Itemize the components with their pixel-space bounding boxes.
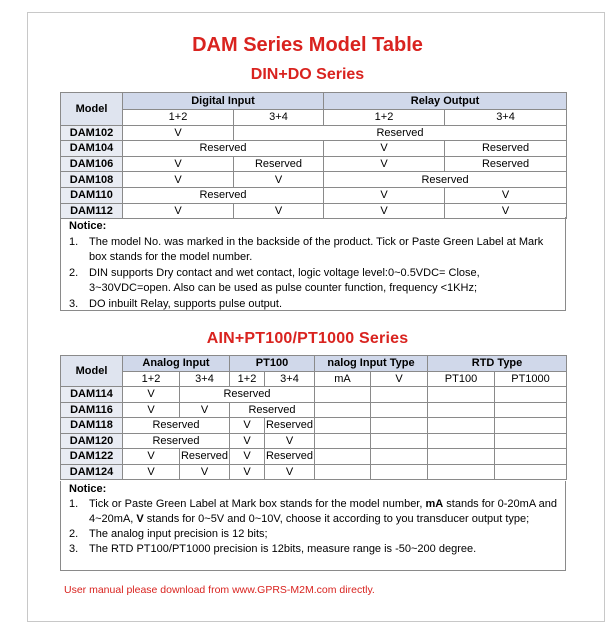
header-col: 1+2 xyxy=(324,110,445,126)
table-row xyxy=(61,141,567,157)
table-row xyxy=(61,418,567,434)
notice-number: 3. xyxy=(69,297,79,310)
empty-cell xyxy=(371,464,428,480)
value-cell: V xyxy=(123,203,234,219)
value-cell: V xyxy=(230,449,265,465)
value-cell: V xyxy=(123,402,180,418)
header-model: Model xyxy=(61,93,123,126)
empty-cell xyxy=(428,387,495,403)
model-cell: DAM110 xyxy=(61,187,123,203)
value-cell: Reserved xyxy=(265,419,314,432)
empty-cell xyxy=(495,433,567,449)
value-cell: V xyxy=(123,464,180,480)
value-cell: V xyxy=(123,449,180,465)
value-cell: Reserved xyxy=(445,141,567,157)
notice-item xyxy=(69,235,557,266)
notice-heading: Notice: xyxy=(69,220,107,232)
notice-text: Tick or Paste Green Label at Mark box stands for the model number, xyxy=(89,498,426,510)
notice-text: The model No. was marked in the backside of the product. Tick or Paste Green Label at Mark box stands for the model number. xyxy=(89,235,544,263)
value-cell: V xyxy=(265,464,315,480)
empty-cell xyxy=(371,387,428,403)
empty-cell xyxy=(315,449,371,465)
notice-item xyxy=(69,527,557,542)
value-cell: Reserved xyxy=(445,156,567,172)
section2-title: AIN+PT100/PT1000 Series xyxy=(206,330,409,347)
table-row xyxy=(61,464,567,480)
value-cell: V xyxy=(230,464,265,480)
model-cell: DAM104 xyxy=(61,141,123,157)
empty-cell xyxy=(495,449,567,465)
notice-text: The RTD PT100/PT1000 precision is 12bits, measure range is -50~200 degree. xyxy=(89,543,477,555)
value-cell: V xyxy=(123,172,234,188)
table-row xyxy=(61,402,567,418)
value-cell: V xyxy=(324,141,445,157)
value-cell: Reserved xyxy=(123,141,324,157)
value-cell: V xyxy=(230,418,265,434)
notice-box xyxy=(60,217,566,311)
empty-cell xyxy=(428,402,495,418)
footer-note: User manual please download from www.GPRS-M2M.com directly. xyxy=(64,584,375,596)
notice-text: DIN supports Dry contact and wet contact, logic voltage level:0~0.5VDC= Close, 3~30VDC=open. Also can be used as pulse counter function, frequency <1KHz; xyxy=(89,266,480,294)
table-row xyxy=(61,449,567,465)
table-row xyxy=(61,187,567,203)
model-cell: DAM102 xyxy=(61,125,123,141)
notice-text: stands for 0-20mA and 4~20mA, xyxy=(89,498,557,525)
notice-bold: mA xyxy=(425,498,444,510)
header-pt100: PT100 xyxy=(230,356,315,372)
value-cell: V xyxy=(180,402,230,418)
empty-cell xyxy=(371,402,428,418)
value-cell: V xyxy=(265,433,315,449)
value-cell: Reserved xyxy=(234,125,567,141)
notice-bold: V xyxy=(136,513,144,525)
value-cell: V xyxy=(234,172,324,188)
value-cell: Reserved xyxy=(123,418,230,434)
header-col: mA xyxy=(315,371,371,387)
empty-cell xyxy=(371,418,428,434)
value-cell: V xyxy=(324,156,445,172)
table-row xyxy=(61,156,567,172)
value-cell: Reserved xyxy=(123,187,324,203)
header-col: PT100 xyxy=(428,371,495,387)
value-cell: V xyxy=(234,203,324,219)
header-digital-input: Digital Input xyxy=(123,93,324,110)
value-cell: V xyxy=(230,433,265,449)
din-do-table xyxy=(60,92,567,219)
value-cell: V xyxy=(123,156,234,172)
header-analog-input: Analog Input xyxy=(123,356,230,372)
value-cell: Reserved xyxy=(180,450,229,463)
header-col: V xyxy=(371,371,428,387)
model-cell: DAM118 xyxy=(61,418,123,434)
header-relay-output: Relay Output xyxy=(324,93,567,110)
notice-box xyxy=(60,481,566,571)
notice-heading: Notice: xyxy=(69,483,107,495)
value-cell: V xyxy=(123,387,180,403)
notice-item xyxy=(69,497,557,527)
notice-text: DO inbuilt Relay, supports pulse output. xyxy=(89,297,283,310)
notice-number: 1. xyxy=(69,235,79,248)
value-cell: V xyxy=(180,464,230,480)
notice-number: 3. xyxy=(69,543,79,555)
value-cell: Reserved xyxy=(180,387,315,403)
model-cell: DAM106 xyxy=(61,156,123,172)
notice-number: 2. xyxy=(69,266,79,279)
model-cell: DAM124 xyxy=(61,464,123,480)
empty-cell xyxy=(428,464,495,480)
table-row xyxy=(61,433,567,449)
value-cell: Reserved xyxy=(123,433,230,449)
header-col: PT1000 xyxy=(495,371,567,387)
model-cell: DAM116 xyxy=(61,402,123,418)
notice-item xyxy=(69,542,557,557)
value-cell: V xyxy=(123,125,234,141)
value-cell: Reserved xyxy=(230,402,315,418)
header-col: 3+4 xyxy=(234,110,324,126)
empty-cell xyxy=(315,387,371,403)
value-cell: V xyxy=(324,203,445,219)
header-model: Model xyxy=(61,356,123,387)
empty-cell xyxy=(428,433,495,449)
ain-pt-table xyxy=(60,355,567,480)
header-col: 3+4 xyxy=(265,371,315,387)
page-title: DAM Series Model Table xyxy=(192,34,423,56)
notice-item xyxy=(69,266,557,297)
header-col: 1+2 xyxy=(123,110,234,126)
empty-cell xyxy=(315,402,371,418)
empty-cell xyxy=(315,433,371,449)
header-col: 3+4 xyxy=(180,371,230,387)
section1-title: DIN+DO Series xyxy=(250,66,365,83)
header-analog-input-type: nalog Input Type xyxy=(315,356,428,372)
header-col: 3+4 xyxy=(445,110,567,126)
value-cell: V xyxy=(445,187,567,203)
empty-cell xyxy=(315,418,371,434)
value-cell: Reserved xyxy=(324,172,567,188)
table-row xyxy=(61,387,567,403)
empty-cell xyxy=(428,449,495,465)
notice-text: stands for 0~5V and 0~10V, choose it according to you transducer output type; xyxy=(143,513,530,525)
empty-cell xyxy=(315,464,371,480)
notice-number: 1. xyxy=(69,498,79,510)
header-col: 1+2 xyxy=(123,371,180,387)
notice-number: 2. xyxy=(69,528,79,540)
empty-cell xyxy=(495,387,567,403)
notice-item xyxy=(69,297,557,313)
model-cell: DAM122 xyxy=(61,449,123,465)
empty-cell xyxy=(371,433,428,449)
header-rtd-type: RTD Type xyxy=(428,356,567,372)
value-cell: Reserved xyxy=(265,450,314,463)
empty-cell xyxy=(371,449,428,465)
empty-cell xyxy=(495,418,567,434)
empty-cell xyxy=(428,418,495,434)
empty-cell xyxy=(495,402,567,418)
value-cell: V xyxy=(324,187,445,203)
model-cell: DAM112 xyxy=(61,203,123,219)
header-col: 1+2 xyxy=(230,371,265,387)
notice-text: The analog input precision is 12 bits; xyxy=(89,528,268,540)
model-cell: DAM120 xyxy=(61,433,123,449)
table-row xyxy=(61,125,567,141)
empty-cell xyxy=(495,464,567,480)
model-cell: DAM108 xyxy=(61,172,123,188)
value-cell: V xyxy=(445,203,567,219)
value-cell: Reserved xyxy=(234,156,324,172)
table-row xyxy=(61,172,567,188)
model-cell: DAM114 xyxy=(61,387,123,403)
